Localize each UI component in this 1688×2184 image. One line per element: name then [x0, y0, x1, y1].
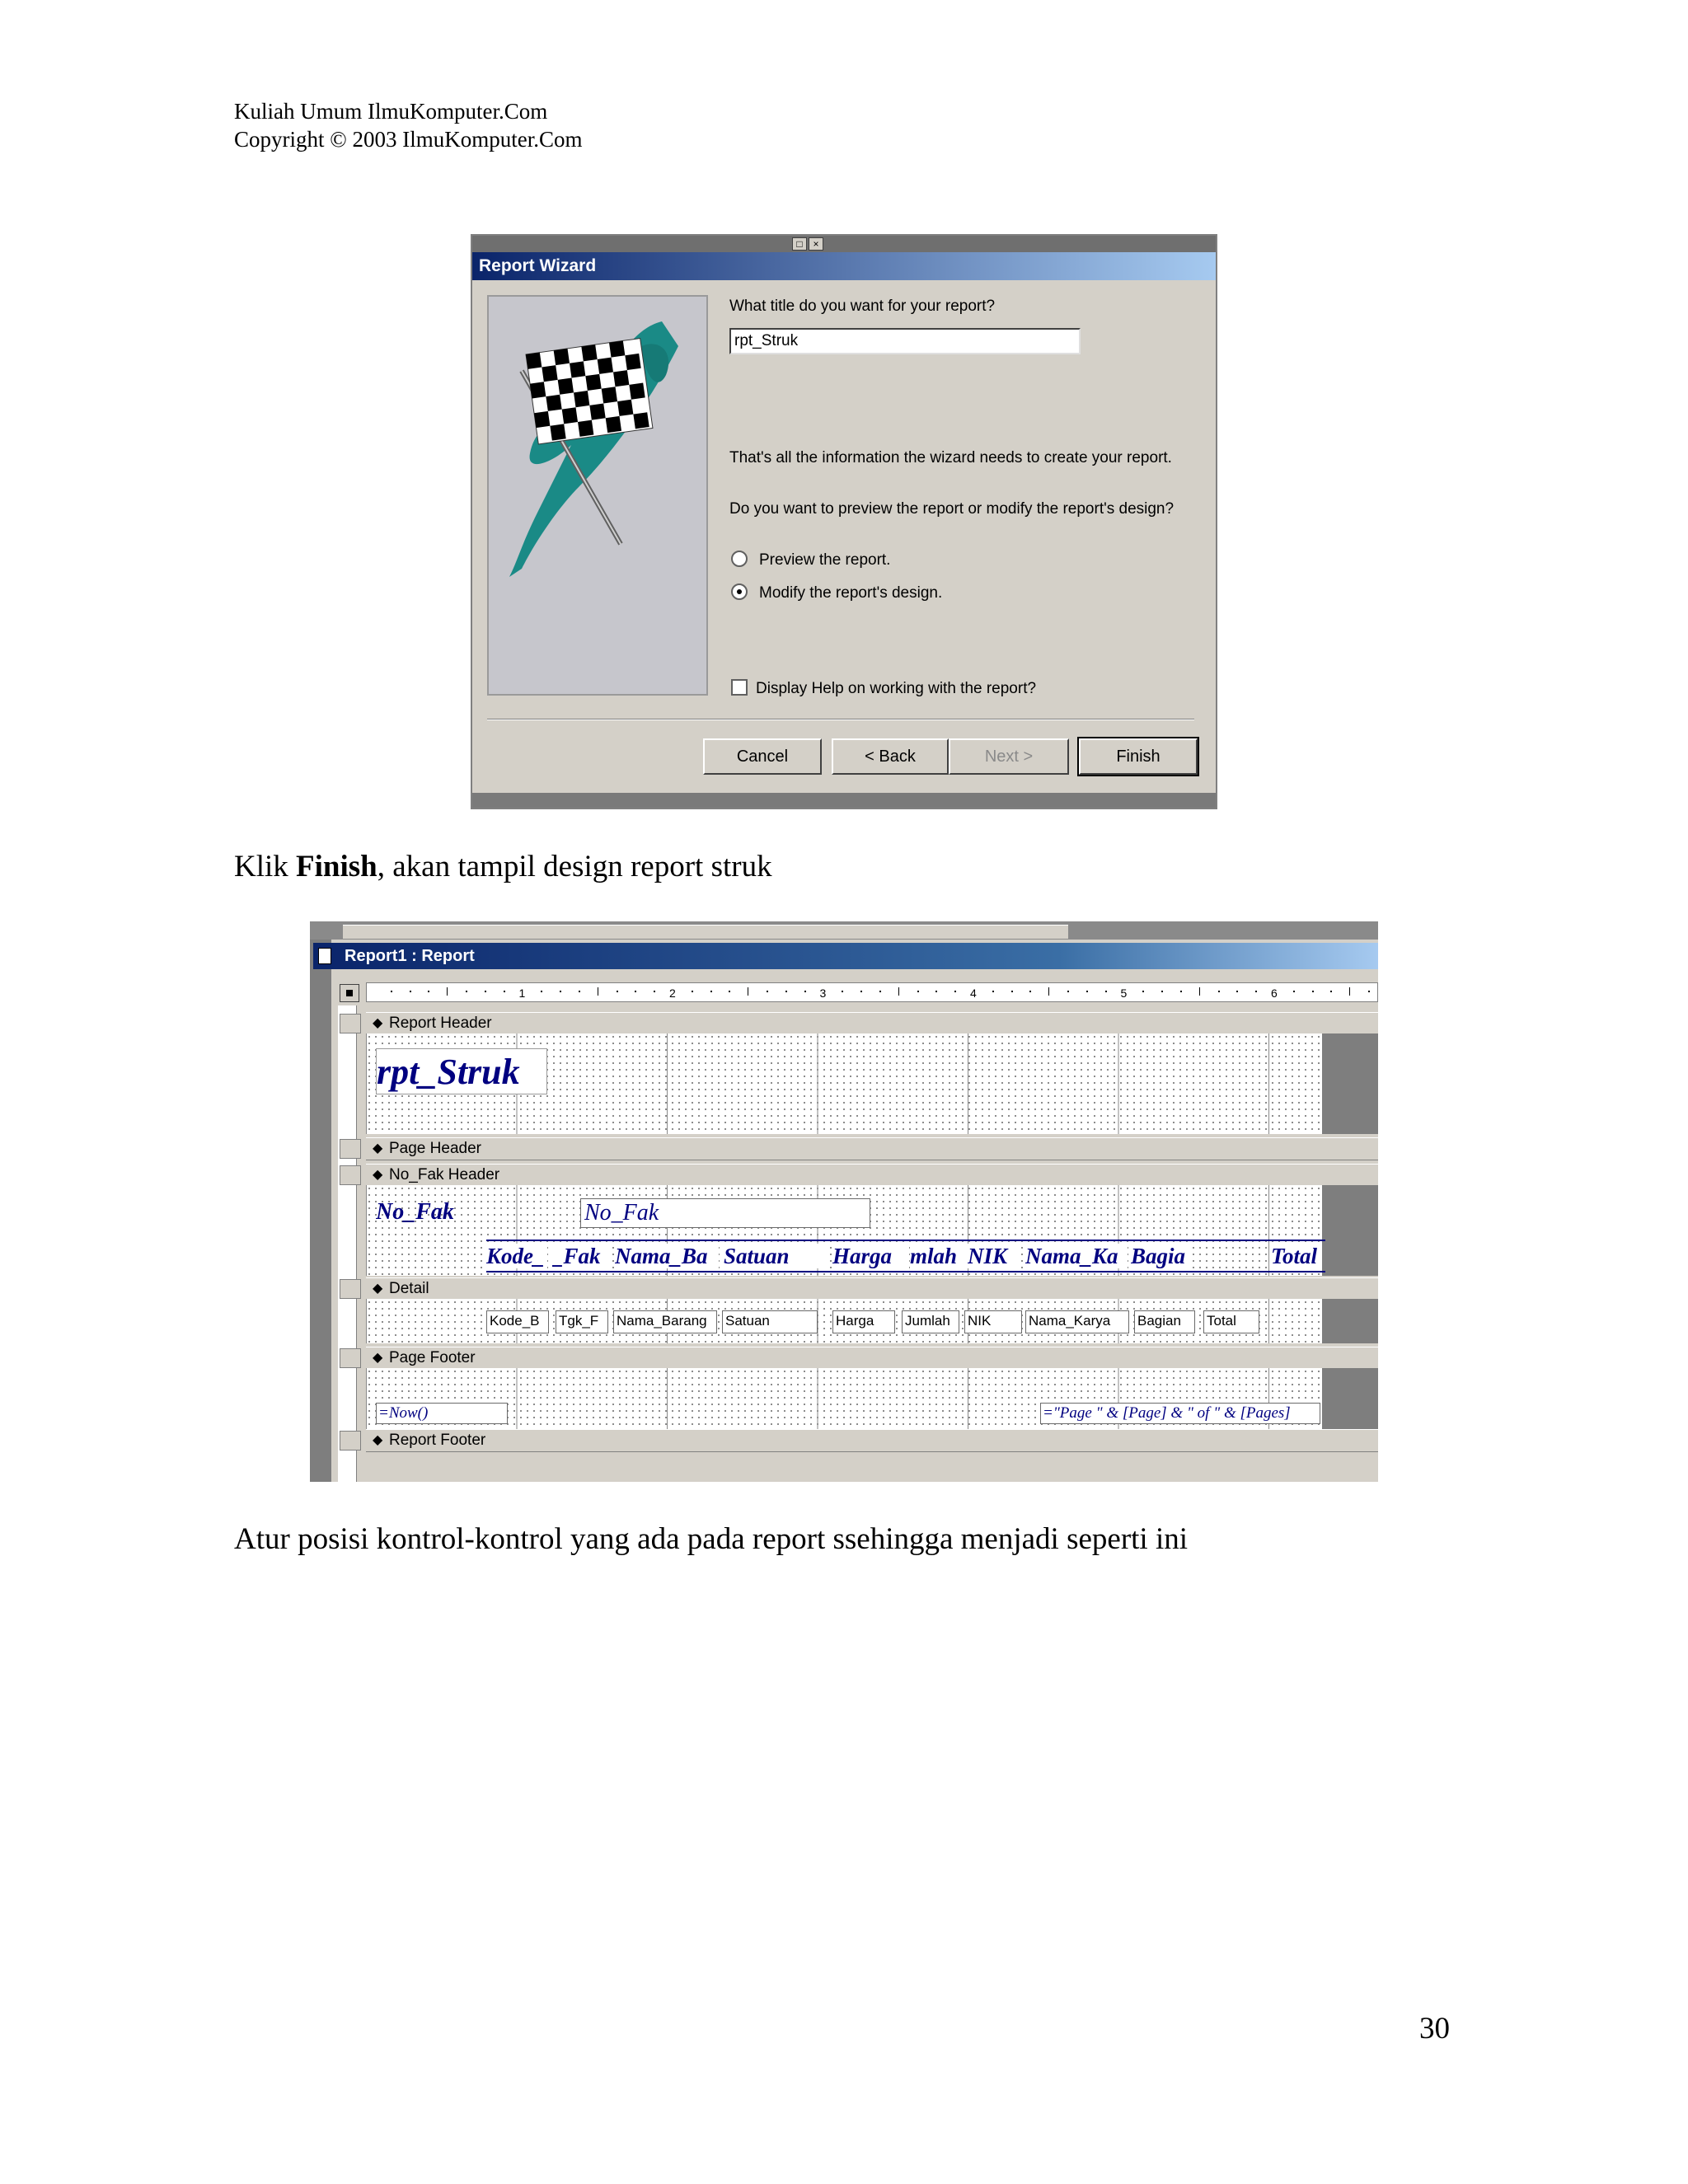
ruler-dot: [1218, 991, 1220, 992]
preview-question-text: Do you want to preview the report or modify the report's design?: [729, 500, 1175, 518]
column-label[interactable]: mlah: [910, 1244, 964, 1268]
group-header-bar[interactable]: [366, 1164, 1378, 1187]
column-label[interactable]: Nama_Ka: [1025, 1244, 1128, 1268]
maximize-icon: □: [792, 237, 807, 251]
ruler-tick: [447, 987, 448, 996]
report-design-window: [310, 921, 1378, 1482]
page-header-selector[interactable]: [340, 1139, 361, 1159]
ruler-tick: [1199, 987, 1200, 996]
help-checkbox-label[interactable]: Display Help on working with the report?: [756, 680, 1037, 697]
detail-field-textbox[interactable]: NIK: [964, 1310, 1022, 1333]
ruler-dot: [1029, 991, 1031, 992]
ruler-dot: [1330, 991, 1332, 992]
page-header-bar[interactable]: [366, 1137, 1378, 1160]
ruler-dot: [635, 991, 636, 992]
next-button[interactable]: Next >: [949, 738, 1069, 775]
vertical-ruler: [338, 1005, 357, 1482]
group-header-label: No_Fak Header: [389, 1166, 500, 1183]
page-footer-label: Page Footer: [389, 1349, 476, 1366]
ruler-dot: [842, 991, 843, 992]
ruler-dot: [954, 991, 956, 992]
ruler-dot: [485, 991, 486, 992]
column-label[interactable]: Harga: [832, 1244, 905, 1268]
ruler-dot: [1293, 991, 1295, 992]
detail-field-textbox[interactable]: Kode_B: [486, 1310, 549, 1333]
checkered-flag-icon: [489, 297, 706, 694]
detail-field-textbox[interactable]: Nama_Karya: [1025, 1310, 1129, 1333]
ruler-dot: [1161, 991, 1163, 992]
section-arrow-icon: ◆: [373, 1282, 383, 1296]
detail-field-textbox[interactable]: Tgk_F: [556, 1310, 608, 1333]
ruler-tick: [1048, 987, 1049, 996]
ruler-mark: 6: [1271, 987, 1278, 1000]
column-label[interactable]: Satuan: [724, 1244, 828, 1268]
section-arrow-icon: ◆: [373, 1141, 383, 1155]
ruler-dot: [1086, 991, 1088, 992]
report-selector[interactable]: [340, 984, 359, 1002]
info-text: That's all the information the wizard needs to create your report.: [729, 449, 1172, 466]
ruler-dot: [654, 991, 655, 992]
report-wizard-dialog: [471, 234, 1217, 809]
detail-label: Detail: [389, 1280, 429, 1297]
now-textbox[interactable]: =Now(): [376, 1403, 508, 1424]
ruler-dot: [410, 991, 411, 992]
page-count-textbox[interactable]: ="Page " & [Page] & " of " & [Pages]: [1040, 1403, 1320, 1424]
detail-field-textbox[interactable]: Nama_Barang: [613, 1310, 717, 1333]
ruler-dot: [1142, 991, 1144, 992]
no-fak-label[interactable]: No_Fak: [376, 1199, 454, 1225]
ruler-dot: [1180, 991, 1182, 992]
ruler-dot: [541, 991, 542, 992]
ruler-dot: [1105, 991, 1107, 992]
ruler-dot: [428, 991, 429, 992]
instruction-paragraph-2: Atur posisi kontrol-kontrol yang ada pada report ssehingga menjadi seperti ini: [234, 1522, 1189, 1556]
column-label[interactable]: Bagia: [1131, 1244, 1192, 1268]
column-header-top-line: [486, 1240, 1325, 1241]
title-question-label: What title do you want for your report?: [729, 298, 996, 315]
button-separator: [487, 719, 1194, 720]
document-header-line1: Kuliah Umum IlmuKomputer.Com: [234, 99, 548, 124]
modify-radio[interactable]: [731, 583, 748, 600]
report-title-input[interactable]: rpt_Struk: [729, 328, 1081, 354]
ruler-dot: [767, 991, 768, 992]
detail-field-textbox[interactable]: Jumlah: [902, 1310, 959, 1333]
ruler-dot: [785, 991, 787, 992]
window-bottom-strip: [472, 793, 1216, 808]
close-icon: ×: [809, 237, 823, 251]
ruler-dot: [860, 991, 862, 992]
paragraph1-suffix: , akan tampil design report struk: [377, 850, 772, 883]
ruler-mark: 5: [1120, 987, 1128, 1000]
group-header-selector[interactable]: [340, 1165, 361, 1185]
document-header-line2: Copyright © 2003 IlmuKomputer.Com: [234, 127, 583, 152]
detail-bar[interactable]: [366, 1277, 1378, 1301]
ruler-dot: [729, 991, 730, 992]
ruler-dot: [935, 991, 937, 992]
section-arrow-icon: ◆: [373, 1351, 383, 1365]
report-header-selector[interactable]: [340, 1014, 361, 1033]
ruler-dot: [579, 991, 580, 992]
section-arrow-icon: ◆: [373, 1433, 383, 1447]
wizard-title: Report Wizard: [472, 252, 1216, 280]
help-checkbox[interactable]: [731, 679, 748, 696]
preview-radio[interactable]: [731, 551, 748, 567]
ruler-dot: [1255, 991, 1257, 992]
report-title-label[interactable]: rpt_Struk: [376, 1048, 547, 1094]
ruler-dot: [617, 991, 618, 992]
ruler-dot: [917, 991, 919, 992]
paragraph1-prefix: Klik: [234, 850, 297, 883]
column-label[interactable]: Kode_: [486, 1244, 547, 1268]
ruler-dot: [466, 991, 467, 992]
ruler-mark: 2: [669, 987, 676, 1000]
instruction-paragraph-1: [234, 849, 772, 884]
column-label[interactable]: _Fak: [552, 1244, 610, 1268]
checkered-flag-illustration: [487, 295, 708, 696]
column-header-bottom-line: [486, 1271, 1325, 1272]
page-header-label: Page Header: [389, 1140, 481, 1157]
ruler-tick: [898, 987, 899, 996]
column-label[interactable]: Total: [1271, 1244, 1322, 1268]
ruler-mark: 4: [970, 987, 977, 1000]
ruler-dot: [692, 991, 693, 992]
horizontal-ruler: [366, 982, 1378, 1002]
page-footer-bar[interactable]: [366, 1347, 1378, 1370]
page-footer-selector[interactable]: [340, 1348, 361, 1368]
preview-option-label[interactable]: Preview the report.: [759, 551, 891, 569]
ruler-dot: [992, 991, 994, 992]
report-document-icon: [318, 948, 331, 964]
back-button[interactable]: < Back: [832, 738, 949, 775]
section-arrow-icon: ◆: [373, 1016, 383, 1030]
detail-field-textbox[interactable]: Satuan: [722, 1310, 818, 1333]
ruler-mark: 1: [518, 987, 526, 1000]
design-window-title: Report1 : Report: [313, 943, 1378, 969]
ruler-dot: [710, 991, 712, 992]
column-label[interactable]: NIK: [968, 1244, 1020, 1268]
report-footer-bar[interactable]: [366, 1429, 1378, 1452]
section-arrow-icon: ◆: [373, 1168, 383, 1182]
no-fak-textbox[interactable]: No_Fak: [580, 1198, 870, 1228]
report-footer-label: Report Footer: [389, 1432, 486, 1449]
ruler-dot: [560, 991, 561, 992]
detail-field-textbox[interactable]: Bagian: [1134, 1310, 1195, 1333]
detail-selector[interactable]: [340, 1279, 361, 1299]
ruler-dot: [391, 991, 392, 992]
background-window-strip: [472, 236, 1216, 252]
paragraph1-bold: Finish: [296, 850, 377, 883]
report-header-label: Report Header: [389, 1015, 492, 1032]
ruler-dot: [1067, 991, 1069, 992]
page-number: 30: [1419, 2012, 1450, 2046]
ruler-dot: [1236, 991, 1238, 992]
ruler-dot: [879, 991, 881, 992]
finish-button[interactable]: Finish: [1079, 738, 1198, 775]
modify-option-label[interactable]: Modify the report's design.: [759, 584, 943, 602]
cancel-button[interactable]: Cancel: [703, 738, 822, 775]
ruler-tick: [1349, 987, 1350, 996]
detail-field-textbox[interactable]: Total: [1203, 1310, 1259, 1333]
ruler-dot: [1312, 991, 1314, 992]
column-label[interactable]: Nama_Ba: [615, 1244, 719, 1268]
report-header-bar[interactable]: [366, 1012, 1378, 1035]
report-footer-selector[interactable]: [340, 1431, 361, 1451]
background-window-strip: [310, 921, 1378, 940]
ruler-mark: 3: [819, 987, 827, 1000]
detail-field-textbox[interactable]: Harga: [832, 1310, 895, 1333]
ruler-dot: [1368, 991, 1370, 992]
ruler-dot: [504, 991, 505, 992]
ruler-dot: [804, 991, 806, 992]
ruler-dot: [1011, 991, 1013, 992]
